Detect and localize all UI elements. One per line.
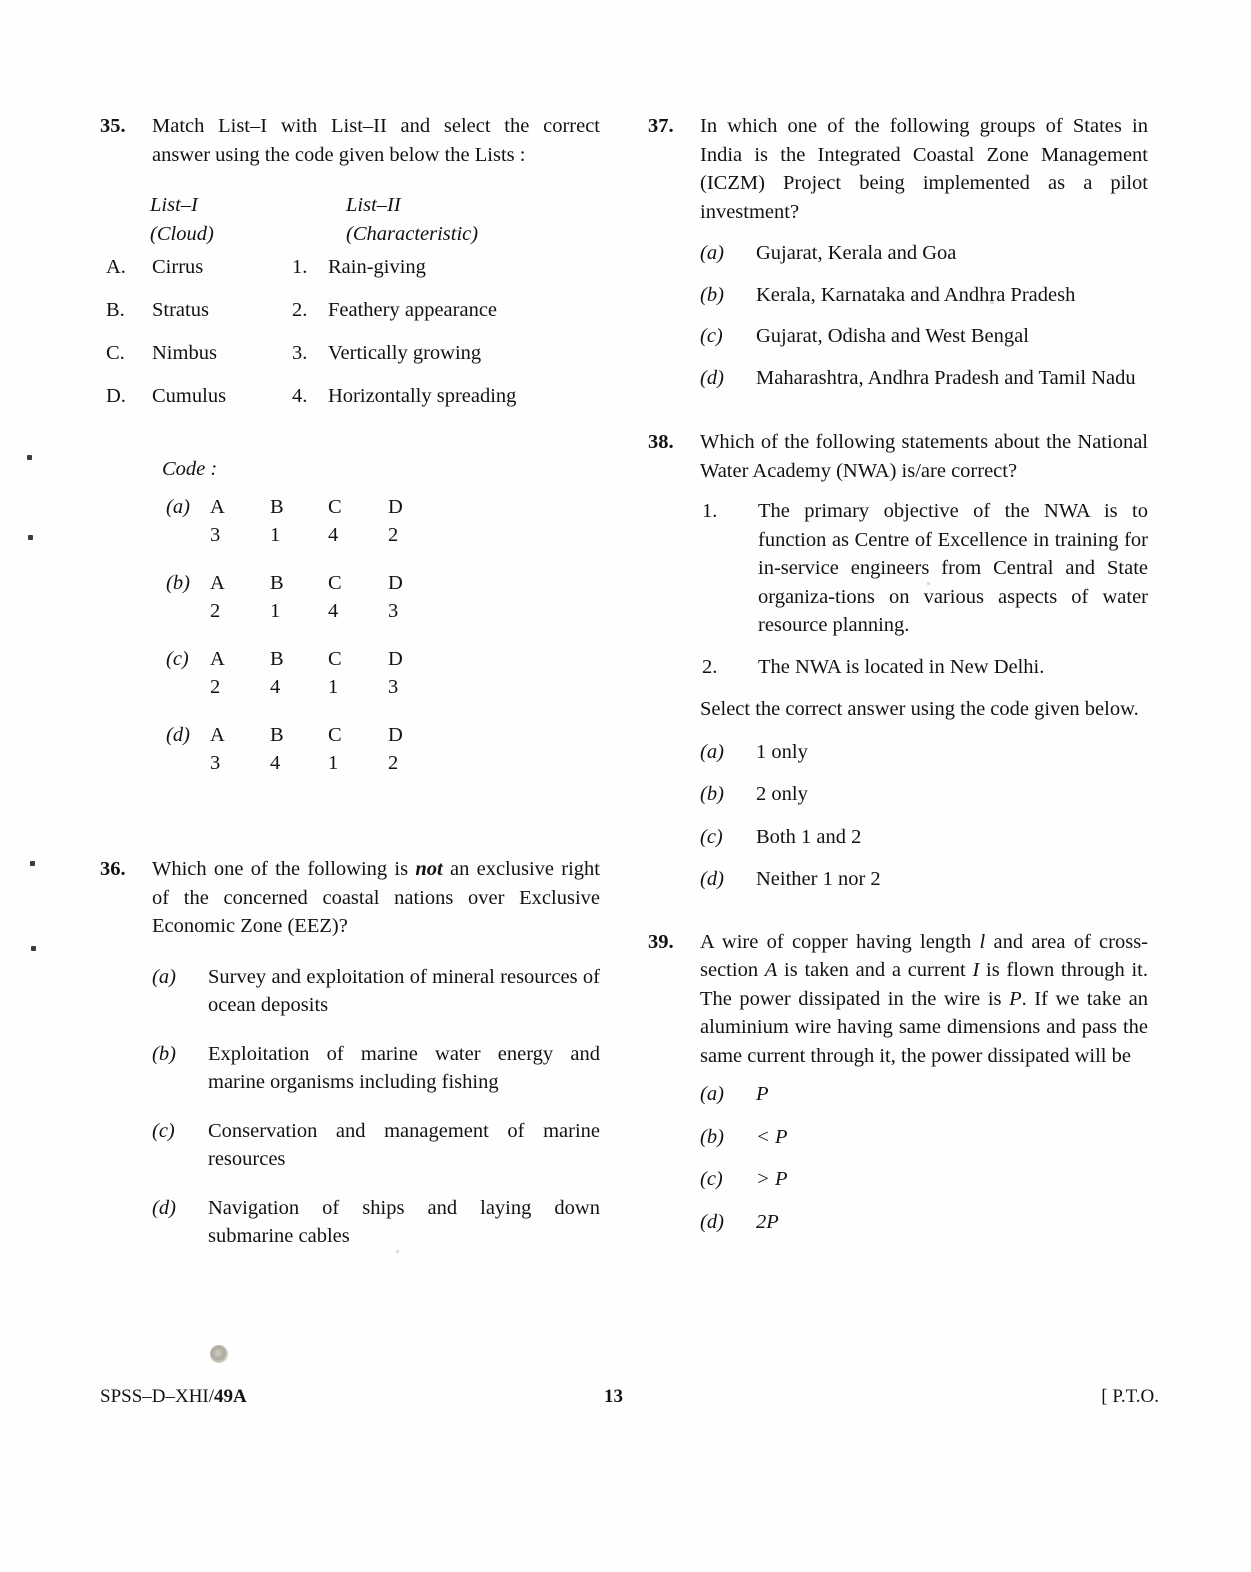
code-header: B: [270, 648, 284, 670]
option-d[interactable]: [152, 1194, 600, 1251]
option-text: P: [756, 1083, 769, 1105]
scan-artifact-dot: [27, 455, 32, 460]
match-row: [100, 339, 600, 382]
paper-code: [100, 1386, 247, 1408]
option-label: (b): [700, 283, 724, 306]
question-38-select-line: Select the correct answer using the code given below.: [700, 698, 1139, 720]
match-row: [100, 253, 600, 296]
option-d[interactable]: [700, 865, 1148, 894]
statement-2: [700, 653, 1148, 682]
option-label: (d): [700, 366, 724, 389]
match-characteristic: Horizontally spreading: [328, 385, 517, 407]
code-header: D: [388, 496, 403, 518]
option-text: 1 only: [756, 740, 808, 763]
question-35: [100, 112, 600, 797]
code-value: 3: [210, 524, 221, 546]
statement-number: 1.: [702, 500, 718, 522]
code-option-label: (d): [166, 724, 190, 746]
code-option-c[interactable]: [100, 645, 600, 721]
pto-marker: [ P.T.O.: [1101, 1386, 1159, 1407]
option-d[interactable]: [700, 364, 1148, 393]
option-c[interactable]: [152, 1117, 600, 1174]
code-header: C: [328, 496, 342, 518]
code-value: 2: [210, 600, 221, 622]
option-label: (a): [152, 965, 176, 988]
option-label: (c): [700, 1168, 723, 1190]
code-value: 2: [388, 752, 399, 774]
code-header: D: [388, 572, 403, 594]
scan-artifact-dot: [30, 861, 35, 866]
code-option-a[interactable]: [100, 493, 600, 569]
question-35-list-headers: [100, 191, 600, 253]
question-36-stem-emphasis: not: [415, 858, 443, 880]
match-number: 1.: [292, 256, 308, 278]
right-column: [648, 112, 1148, 1262]
question-38-number: 38.: [648, 431, 674, 453]
paper-code-prefix: SPSS–D–XHI/: [100, 1386, 215, 1407]
option-label: (a): [700, 740, 724, 763]
scan-artifact-dot: [28, 535, 33, 540]
option-label: (d): [700, 868, 724, 890]
q39-stem-part-2: and area of cross-section: [700, 930, 1148, 981]
question-39: [648, 928, 1148, 1237]
option-text: > P: [756, 1168, 788, 1190]
code-header: A: [210, 648, 225, 670]
option-c[interactable]: [700, 322, 1148, 351]
option-text: < P: [756, 1125, 788, 1148]
code-value: 4: [328, 600, 339, 622]
question-37-number: 37.: [648, 115, 674, 137]
code-header: D: [388, 648, 403, 670]
code-value: 1: [328, 676, 339, 698]
code-value: 3: [210, 752, 221, 774]
option-text: Both 1 and 2: [756, 825, 862, 848]
option-text: Exploitation of marine water energy and marine organisms including fishing: [208, 1042, 600, 1093]
question-37-stem: In which one of the following groups of States in India is the Integrated Coastal Zone Management (ICZM) Project being implemented as a pilot investment?: [700, 115, 1148, 223]
option-b[interactable]: [700, 1123, 1148, 1152]
q39-stem-part-4: is flown through it. The power dissipated in the wire is: [700, 959, 1148, 1010]
option-label: (c): [152, 1119, 175, 1142]
left-column: [100, 112, 600, 1277]
code-option-b[interactable]: [100, 569, 600, 645]
question-35-number: 35.: [100, 115, 126, 137]
question-36-stem-after: an exclusive right of the concerned coastal nations over Exclusive Economic Zone (EEZ)?: [152, 858, 600, 937]
option-text: Navigation of ships and laying down submarine cables: [208, 1196, 600, 1247]
option-text: 2 only: [756, 783, 808, 805]
code-header: D: [388, 724, 403, 746]
q39-stem-part-5: . If we take an aluminium wire having same dimensions and pass the same current through it, the power dissipated will be: [700, 987, 1148, 1067]
statement-1: [700, 497, 1148, 640]
option-label: (c): [700, 825, 723, 848]
option-text: Conservation and management of marine resources: [208, 1119, 600, 1170]
option-a[interactable]: [700, 738, 1148, 767]
question-36-number: 36.: [100, 858, 126, 880]
code-header: A: [210, 572, 225, 594]
option-a[interactable]: [700, 239, 1148, 268]
variable-power: P: [1009, 987, 1022, 1010]
list-ii-subtitle: (Characteristic): [346, 223, 479, 245]
q39-stem-part-1: A wire of copper having length: [700, 930, 980, 953]
question-37-options: [700, 239, 1148, 392]
code-header: B: [270, 572, 284, 594]
match-number: 4.: [292, 385, 308, 407]
list-ii-title: List–II: [346, 194, 401, 216]
match-key: B.: [106, 299, 125, 321]
code-header: B: [270, 496, 284, 518]
option-label: (b): [152, 1042, 176, 1065]
code-option-label: (a): [166, 496, 190, 518]
question-37: [648, 112, 1148, 392]
code-header: B: [270, 724, 284, 746]
match-key: D.: [106, 385, 126, 407]
option-a[interactable]: [700, 1080, 1148, 1109]
list-i-subtitle: (Cloud): [150, 223, 214, 245]
code-value: 3: [388, 676, 399, 698]
question-36: [100, 855, 600, 1251]
code-header: A: [210, 724, 225, 746]
option-text: Survey and exploitation of mineral resources of ocean deposits: [208, 965, 600, 1016]
code-value: 2: [210, 676, 221, 698]
option-label: (c): [700, 325, 723, 347]
match-row: [100, 382, 600, 425]
q39-stem-part-3: is taken and a current: [777, 959, 973, 981]
code-option-label: (c): [166, 648, 189, 670]
variable-current: I: [972, 959, 980, 981]
option-text: Gujarat, Kerala and Goa: [756, 242, 957, 264]
question-38-stem: Which of the following statements about the National Water Academy (NWA) is/are correct?: [700, 431, 1148, 482]
variable-area: A: [764, 959, 778, 981]
option-label: (b): [700, 783, 724, 805]
paper-code-suffix: 49A: [214, 1386, 247, 1407]
question-38-statements: [700, 497, 1148, 681]
code-value: 1: [270, 524, 281, 546]
option-text: 2P: [756, 1210, 779, 1233]
question-39-options: [700, 1080, 1148, 1236]
question-36-stem: [152, 855, 600, 941]
option-d[interactable]: [700, 1208, 1148, 1237]
option-b[interactable]: [700, 281, 1148, 310]
question-35-stem: Match List–I with List–II and select the correct answer using the code given below the Lists :: [152, 115, 600, 166]
scan-artifact-smudge: [210, 1345, 228, 1363]
option-label: (a): [700, 1083, 724, 1105]
option-label: (b): [700, 1125, 724, 1148]
question-39-stem: [700, 928, 1148, 1071]
code-header: C: [328, 648, 342, 670]
scan-artifact-dot: [31, 946, 36, 951]
code-label: Code :: [162, 458, 218, 480]
match-characteristic: Rain-giving: [328, 256, 426, 278]
match-key: A.: [106, 256, 126, 278]
option-text: Kerala, Karnataka and Andhra Pradesh: [756, 283, 1076, 306]
question-38-options: [700, 738, 1148, 894]
option-text: Maharashtra, Andhra Pradesh and Tamil Nadu: [756, 366, 1136, 389]
match-cloud: Stratus: [152, 299, 209, 321]
match-cloud: Cumulus: [152, 385, 227, 407]
match-key: C.: [106, 342, 125, 364]
variable-length: l: [979, 930, 986, 953]
option-label: (d): [152, 1196, 176, 1219]
match-number: 2.: [292, 299, 308, 321]
question-39-number: 39.: [648, 930, 674, 953]
code-value: 4: [270, 752, 281, 774]
code-value: 3: [388, 600, 399, 622]
option-label: (d): [700, 1210, 724, 1233]
option-c[interactable]: [700, 1165, 1148, 1194]
option-label: (a): [700, 242, 724, 264]
option-b[interactable]: [700, 780, 1148, 809]
option-text: Gujarat, Odisha and West Bengal: [756, 325, 1029, 347]
match-row: [100, 296, 600, 339]
code-option-d[interactable]: [100, 721, 600, 797]
question-38: [648, 428, 1148, 894]
statement-text: The NWA is located in New Delhi.: [758, 655, 1045, 678]
question-35-match-table: [100, 253, 600, 425]
option-b[interactable]: [152, 1040, 600, 1097]
code-value: 2: [388, 524, 399, 546]
match-characteristic: Vertically growing: [328, 342, 482, 364]
code-option-label: (b): [166, 572, 190, 594]
code-value: 4: [328, 524, 339, 546]
code-header: A: [210, 496, 225, 518]
code-value: 4: [270, 676, 281, 698]
page-number: 13: [604, 1386, 623, 1407]
code-header: C: [328, 724, 342, 746]
question-36-options: [152, 963, 600, 1251]
option-c[interactable]: [700, 823, 1148, 852]
code-value: 1: [270, 600, 281, 622]
code-value: 1: [328, 752, 339, 774]
page-footer: [100, 1386, 1159, 1416]
match-cloud: Cirrus: [152, 256, 204, 278]
statement-text: The primary objective of the NWA is to function as Centre of Excellence in training for in-service engineers from Central and State organiza-tions on various aspects of water resource planning.: [758, 500, 1148, 636]
statement-number: 2.: [702, 655, 718, 678]
option-text: Neither 1 nor 2: [756, 868, 881, 890]
match-number: 3.: [292, 342, 308, 364]
question-36-stem-before: Which one of the following is: [152, 858, 416, 880]
code-header: C: [328, 572, 342, 594]
match-cloud: Nimbus: [152, 342, 217, 364]
match-characteristic: Feathery appearance: [328, 299, 498, 321]
option-a[interactable]: [152, 963, 600, 1020]
list-i-title: List–I: [150, 194, 198, 216]
